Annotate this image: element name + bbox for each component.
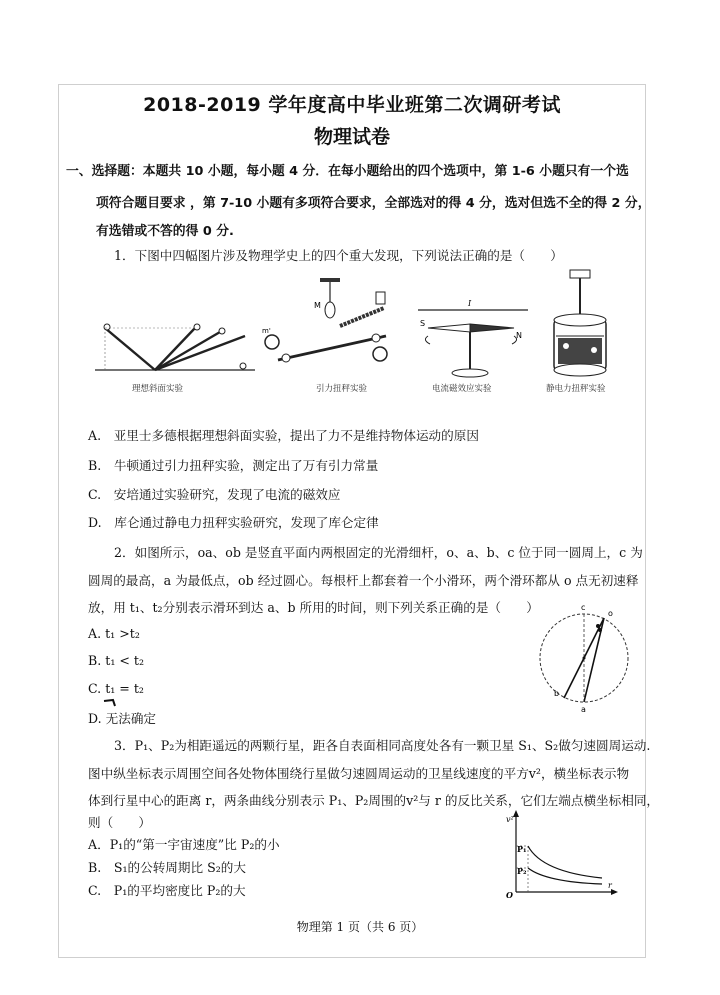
section1-line1: 一、选择题：本题共 10 小题，每小题 4 分．在每小题给出的四个选项中，第 1-6 小题只有一个选	[66, 164, 629, 179]
pen-mark	[103, 698, 117, 708]
v2-r-graph	[502, 810, 618, 898]
torsion-balance-figure	[258, 278, 398, 382]
q3-stem-line4: 则（ ）	[88, 815, 151, 830]
coulomb-balance-figure	[546, 270, 616, 382]
exam-subtitle: 物理试卷	[313, 126, 390, 148]
page-footer: 物理第 1 页（共 6 页）	[296, 920, 424, 934]
q1-stem: 1．下图中四幅图片涉及物理学史上的四个重大发现，下列说法正确的是（ ）	[114, 248, 563, 263]
q2-option-c: C. t₁ = t₂	[88, 681, 144, 696]
svg-text:m': m'	[262, 327, 271, 335]
graph-label-p2: P₂	[517, 866, 527, 876]
q3-option-a: A．P₁的“第一宇宙速度”比 P₂的小	[88, 837, 280, 852]
svg-text:N: N	[516, 331, 522, 340]
q1-option-c: C. 安培通过实验研究，发现了电流的磁效应	[88, 487, 341, 502]
q3-stem-line3: 体到行星中心的距离 r，两条曲线分别表示 P₁、P₂周围的v²与 r 的反比关系，它们左端点横坐标相同，	[88, 793, 660, 808]
label-a: a	[581, 705, 586, 714]
q2-stem-line3: 放，用 t₁、t₂分别表示滑环到达 a、b 所用的时间，则下列关系正确的是（ ）	[88, 600, 539, 615]
caption-current: 电流磁效应实验	[432, 384, 492, 394]
incline-experiment-figure	[95, 318, 255, 380]
q2-option-a: A. t₁ >t₂	[88, 626, 140, 641]
circle-rods-figure	[538, 600, 646, 712]
q3-option-c: C. P₁的平均密度比 P₂的大	[88, 883, 246, 898]
q2-option-b: B. t₁ < t₂	[88, 653, 145, 668]
exam-title: 2018-2019 学年度高中毕业班第二次调研考试	[143, 94, 561, 116]
q1-option-a: A. 亚里士多德根据理想斜面实验，提出了力不是维持物体运动的原因	[88, 428, 479, 443]
q3-stem-line1: 3．P₁、P₂为相距遥远的两颗行星，距各自表面相同高度处各有一颗卫星 S₁、S₂做匀速圆周运动.	[114, 738, 651, 753]
label-c: c	[581, 603, 586, 612]
label-b: b	[554, 689, 560, 698]
graph-ylabel: v²	[506, 815, 514, 824]
caption-incline: 理想斜面实验	[132, 384, 184, 394]
graph-xlabel: r	[608, 881, 612, 890]
q3-stem-line2: 图中纵坐标表示周围空间各处物体围绕行星做匀速圆周运动的卫星线速度的平方v²，横坐标表示物	[88, 766, 630, 781]
svg-text:M: M	[314, 301, 321, 310]
section1-line3: 有选错或不答的得 0 分.	[96, 224, 234, 239]
svg-text:S: S	[420, 319, 426, 328]
q2-stem-line1: 2．如图所示，oa、ob 是竖直平面内两根固定的光滑细杆，o、a、b、c 位于同一圆周上，c 为	[114, 545, 643, 560]
q2-option-d: D. 无法确定	[88, 711, 157, 726]
svg-text:I: I	[468, 299, 472, 308]
graph-origin: O	[506, 890, 513, 900]
q3-option-b: B. S₁的公转周期比 S₂的大	[88, 860, 246, 875]
q2-stem-line2: 圆周的最高，a 为最低点，ob 经过圆心。每根杆上都套着一个小滑环，两个滑环都从 o 点无初速释	[88, 573, 639, 588]
label-o: o	[608, 609, 613, 618]
caption-torsion: 引力扭秤实验	[316, 384, 368, 394]
current-magnetic-figure	[418, 300, 528, 382]
graph-label-p1: P₁	[517, 844, 527, 854]
section1-line2: 项符合题目要求 ，第 7-10 小题有多项符合要求，全部选对的得 4 分，选对但选不全的得 2 分，	[96, 196, 651, 211]
q1-option-d: D. 库仑通过静电力扭秤实验研究，发现了库仑定律	[88, 515, 379, 530]
caption-coulomb: 静电力扭秤实验	[546, 384, 606, 394]
q1-option-b: B. 牛顿通过引力扭秤实验，测定出了万有引力常量	[88, 458, 379, 473]
